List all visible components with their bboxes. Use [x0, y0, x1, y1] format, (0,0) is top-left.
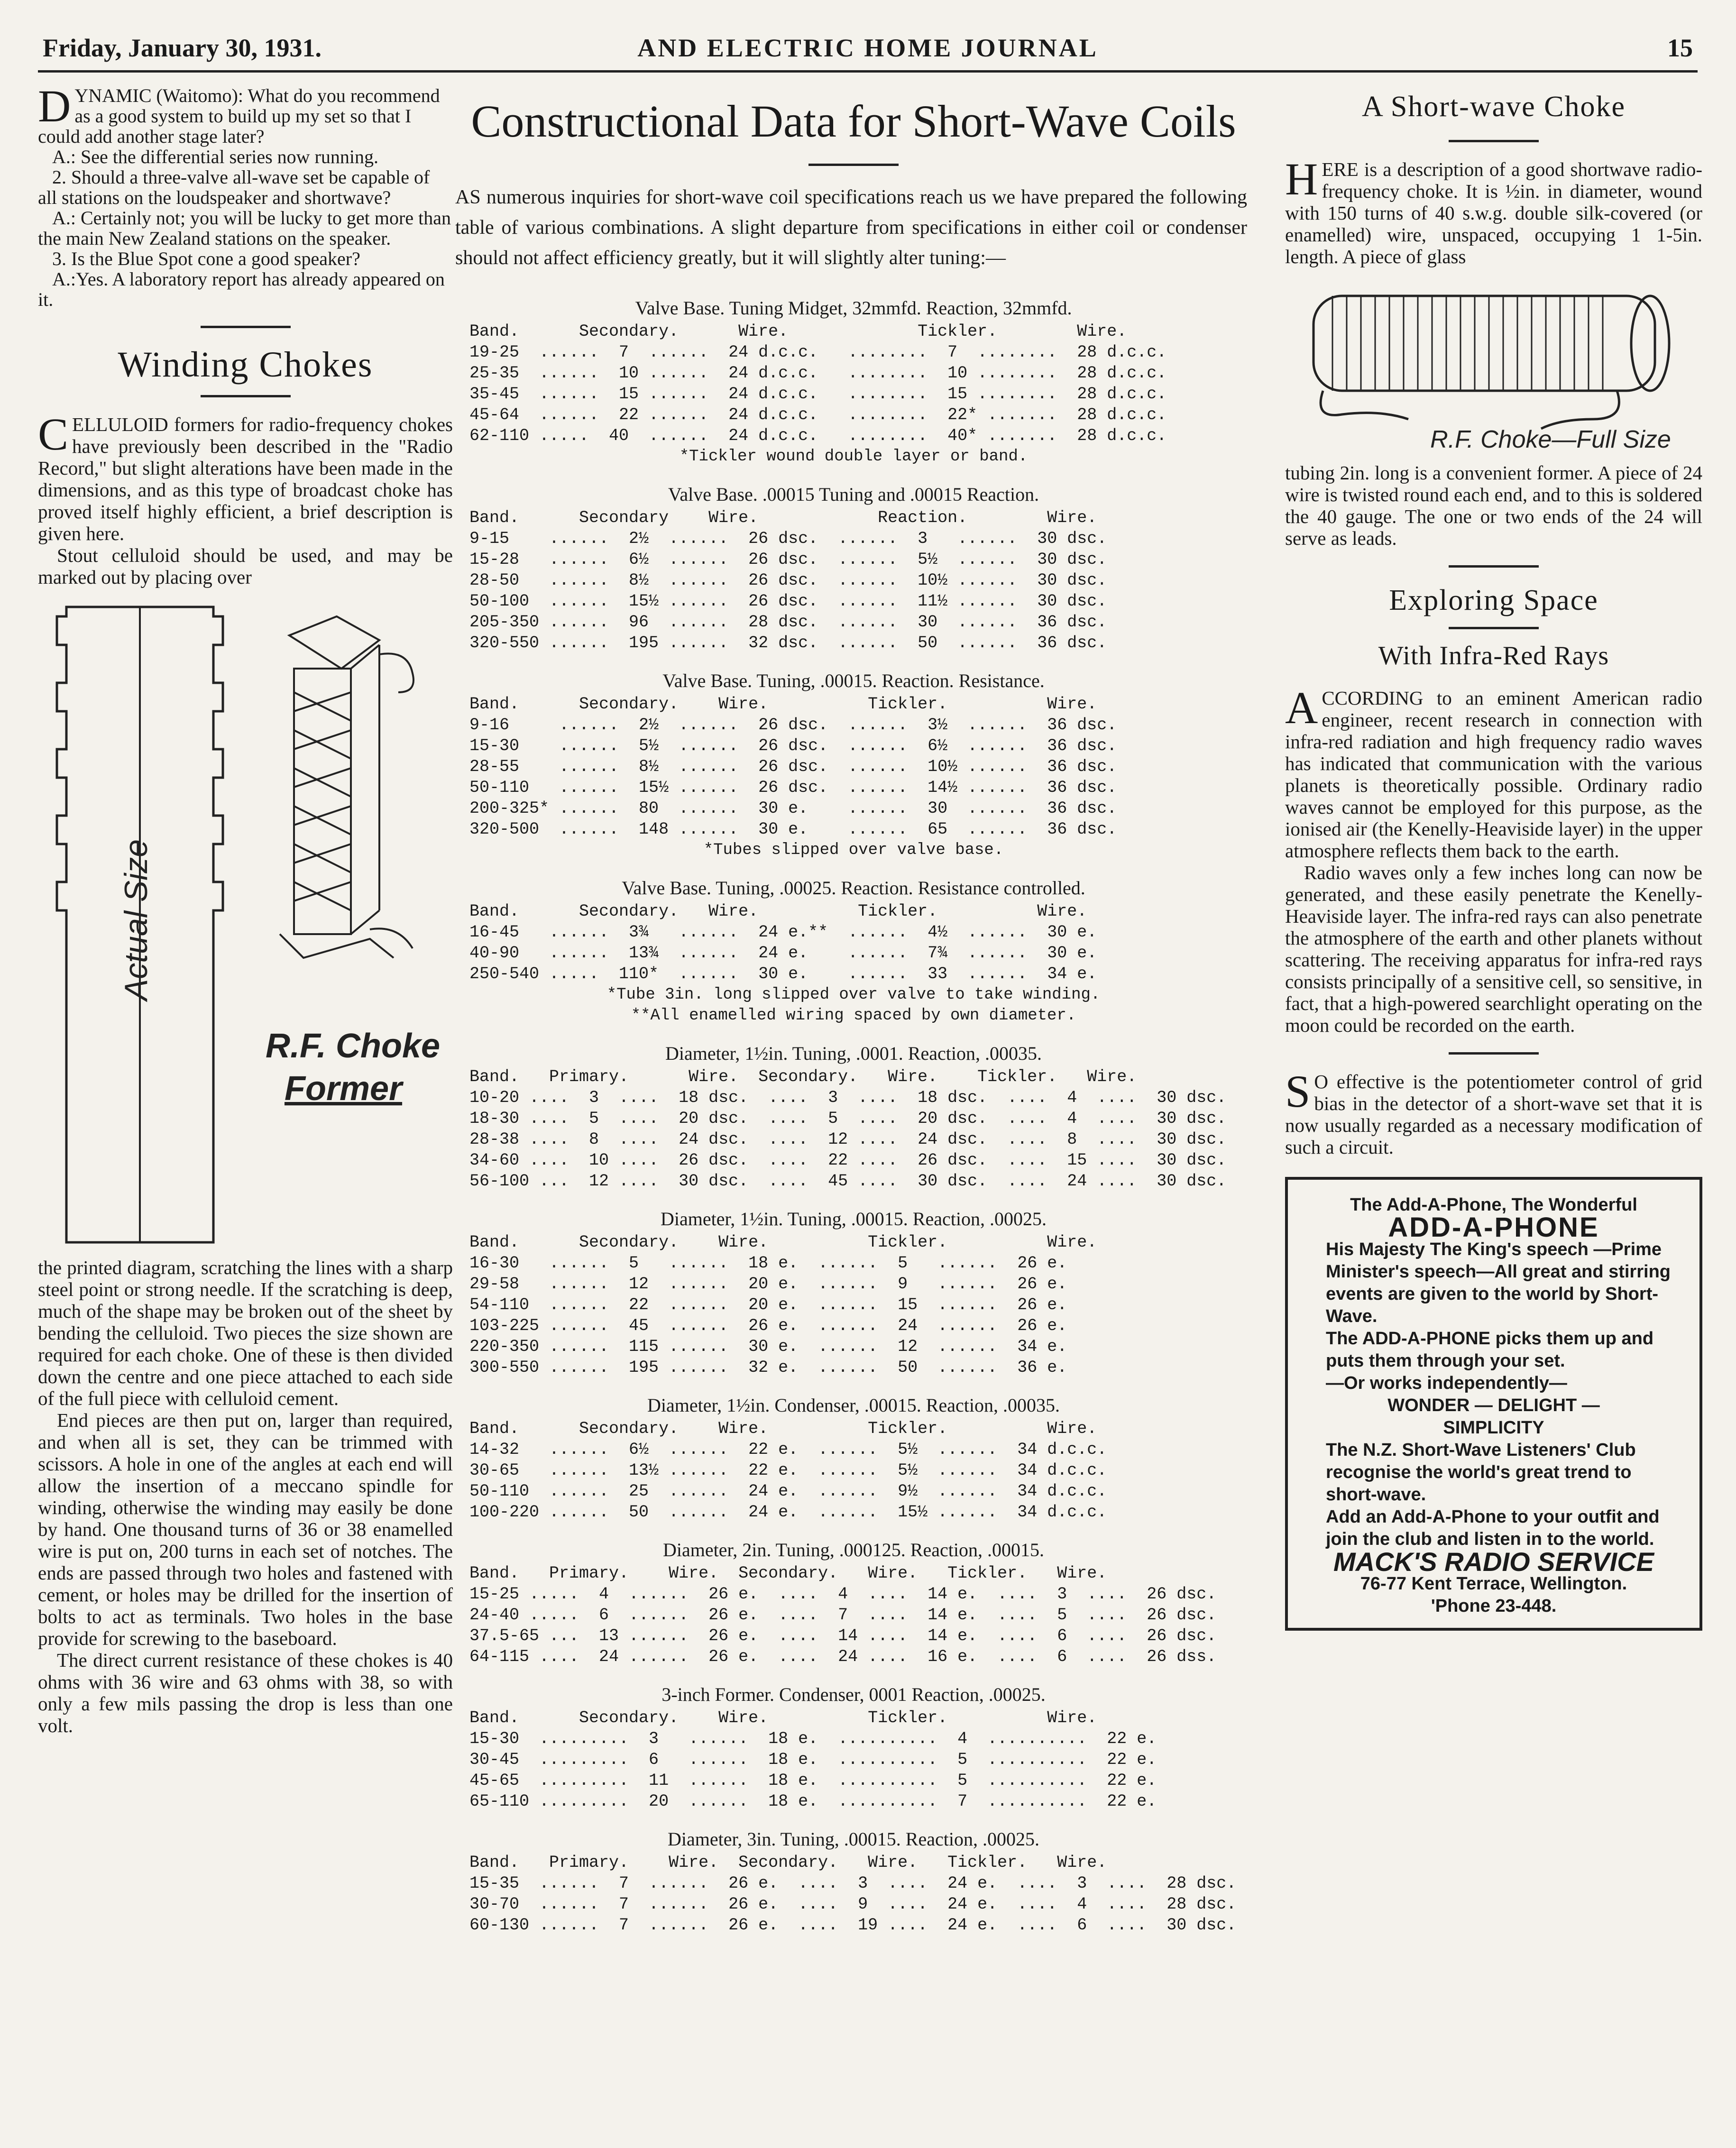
coil-table-row: 15-28 ...... 6½ ...... 26 dsc. ...... 5½ ...... 30 dsc. — [469, 550, 1107, 569]
header-rule — [38, 70, 1698, 73]
coil-table-row: 50-110 ...... 15½ ...... 26 dsc. ...... 14½ ...... 36 dsc. — [469, 778, 1117, 797]
coil-table-title: Valve Base. .00015 Tuning and .00015 Reaction. — [668, 484, 1039, 505]
coil-table-row: 56-100 ... 12 .... 30 dsc. .... 45 .... 30 dsc. .... 24 .... 30 dsc. — [469, 1172, 1227, 1191]
section-divider — [201, 326, 291, 328]
ad-slogan-2: SIMPLICITY — [1443, 1418, 1544, 1438]
coil-table-title: Diameter, 2in. Tuning, .000125. Reaction, .00015. — [663, 1539, 1044, 1561]
right-column — [1285, 85, 1702, 1631]
coil-table — [455, 877, 1252, 1026]
coil-table-row: 62-110 ..... 40 ...... 24 d.c.c. ........ 40* ....... 28 d.c.c. — [469, 426, 1167, 445]
ad-phone: 'Phone 23-448. — [1431, 1596, 1557, 1616]
exploring-space-heading: Exploring Space — [1389, 584, 1598, 616]
coil-table-header: Band. Secondary. Wire. Tickler. Wire. — [469, 695, 1097, 714]
space-para-2: Radio waves only a few inches long can now be generated, and these easily penetrate the Kenelly-Heaviside layer. The infra-red rays can also penetrate the atmosphere of the earth and other planets without scattering. The receiving apparatus for infra-red rays consists principally of a sensitive cell, so sensitive, in fact, that a high-powered searchlight operating on the moon could be recorded on the earth. — [1285, 862, 1702, 1036]
ad-dealer: MACK'S RADIO SERVICE — [1333, 1547, 1654, 1577]
coil-table — [455, 1539, 1252, 1667]
infra-red-subheading: With Infra-Red Rays — [1378, 641, 1609, 670]
left-column — [38, 81, 453, 1736]
issue-date: Friday, January 30, 1931. — [43, 34, 322, 62]
masthead — [43, 33, 1693, 71]
qa-question-1: DYNAMIC (Waitomo): What do you recommend as a good system to build up my set so that I could add another stage later? — [38, 81, 440, 147]
article-intro: AS numerous inquiries for short-wave coil specifications reach us we have prepared the following table of various combinations. A slight departure from specifications in either coil or condenser should not affect efficiency greatly, but it will slightly alter tuning:— — [455, 186, 1247, 269]
coil-table-row: 16-30 ...... 5 ...... 18 e. ...... 5 ...... 26 e. — [469, 1254, 1067, 1273]
ad-body-4: The N.Z. Short-Wave Listeners' Club recognise the world's great trend to short-wave. — [1326, 1440, 1636, 1505]
coil-table-row: 28-50 ...... 8½ ...... 26 dsc. ...... 10½ ...... 30 dsc. — [469, 571, 1107, 590]
choke-caption: R.F. Choke—Full Size — [1430, 426, 1671, 453]
former-diagram — [38, 597, 453, 1252]
coil-table-row: 100-220 ...... 50 ...... 24 e. ...... 15½ ...... 34 d.c.c. — [469, 1503, 1107, 1522]
coil-table-header: Band. Secondary. Wire. Tickler. Wire. — [469, 1708, 1097, 1727]
ad-tagline: The Add-A-Phone, The Wonderful — [1350, 1195, 1637, 1215]
ad-body-2: The ADD-A-PHONE picks them up and puts them through your set. — [1326, 1329, 1654, 1371]
coil-table-header: Band. Secondary. Wire. Tickler. Wire. — [469, 902, 1087, 921]
coil-table-header: Band. Secondary. Wire. Tickler. Wire. — [469, 322, 1127, 341]
coil-table-row: 64-115 .... 24 ...... 26 e. .... 24 .... 16 e. .... 6 .... 26 dss. — [469, 1647, 1217, 1666]
publication-title: AND ELECTRIC HOME JOURNAL — [637, 34, 1098, 62]
winding-chokes-heading: Winding Chokes — [118, 345, 373, 385]
coil-table — [455, 1042, 1252, 1192]
winding-para-2: Stout celluloid should be used, and may be marked out by placing over — [38, 544, 453, 588]
qa-section — [38, 81, 453, 310]
coil-table-row: 10-20 .... 3 .... 18 dsc. .... 3 .... 18 dsc. .... 4 .... 30 dsc. — [469, 1088, 1227, 1107]
coil-table-row: 25-35 ...... 10 ...... 24 d.c.c. ........ 10 ........ 28 d.c.c. — [469, 364, 1167, 383]
coil-table-row: 50-100 ...... 15½ ...... 26 dsc. ...... 11½ ...... 30 dsc. — [469, 592, 1107, 611]
coil-table-row: 65-110 ......... 20 ...... 18 e. .......... 7 .......... 22 e. — [469, 1792, 1157, 1811]
section-divider — [201, 395, 291, 397]
rf-choke-drawing — [1285, 277, 1702, 457]
coil-table-row: 220-350 ...... 115 ...... 30 e. ...... 12 ...... 34 e. — [469, 1337, 1067, 1356]
coil-table-row: 28-55 ...... 8½ ...... 26 dsc. ...... 10½ ...... 36 dsc. — [469, 757, 1117, 776]
coil-table-row: 19-25 ...... 7 ...... 24 d.c.c. ........ 7 ........ 28 d.c.c. — [469, 343, 1167, 362]
coil-table-row: 40-90 ...... 13¾ ...... 24 e. ...... 7¾ ...... 30 e. — [469, 944, 1097, 963]
coil-table-row: 15-35 ...... 7 ...... 26 e. .... 3 .... 24 e. .... 3 .... 28 dsc. — [469, 1874, 1237, 1893]
former-label: Former — [285, 1070, 403, 1108]
coil-table-row: 320-550 ...... 195 ...... 32 dsc. ...... 50 ...... 36 dsc. — [469, 633, 1107, 652]
coil-table — [455, 1394, 1252, 1523]
ad-brand: ADD-A-PHONE — [1388, 1212, 1599, 1243]
coil-table-row: 34-60 .... 10 .... 26 dsc. .... 22 .... 26 dsc. .... 15 .... 30 dsc. — [469, 1151, 1227, 1170]
coil-table-title: 3-inch Former. Condenser, 0001 Reaction, .00025. — [661, 1684, 1046, 1705]
coil-table-row: 30-65 ...... 13½ ...... 22 e. ...... 5½ ...... 34 d.c.c. — [469, 1461, 1107, 1480]
coil-table-row: 250-540 ..... 110* ...... 30 e. ...... 33 ...... 34 e. — [469, 964, 1097, 983]
choke-former-figure — [38, 597, 453, 1252]
choke-illustration — [1285, 277, 1702, 457]
coil-table-title: Diameter, 1½in. Tuning, .0001. Reaction, .00035. — [665, 1043, 1042, 1064]
coil-table-row: 24-40 ..... 6 ...... 26 e. .... 7 .... 14 e. .... 5 .... 26 dsc. — [469, 1606, 1217, 1625]
coil-table-row: 9-15 ...... 2½ ...... 26 dsc. ...... 3 ...... 30 dsc. — [469, 529, 1107, 548]
section-divider — [1449, 565, 1539, 568]
section-divider — [1449, 140, 1539, 142]
qa-answer-2: A.: Certainly not; you will be lucky to get more than the main New Zealand stations on the speaker. — [38, 207, 451, 249]
coil-table-note: *Tubes slipped over valve base. — [703, 841, 1004, 859]
coil-table-note: **All enamelled wiring spaced by own diameter. — [631, 1007, 1076, 1025]
coil-table-header: Band. Primary. Wire. Secondary. Wire. Tickler. Wire. — [469, 1564, 1107, 1583]
coil-table-row: 16-45 ...... 3¾ ...... 24 e.** ...... 4½ ...... 30 e. — [469, 923, 1097, 942]
coil-table-row: 29-58 ...... 12 ...... 20 e. ...... 9 ...... 26 e. — [469, 1275, 1067, 1294]
coil-table-row: 320-500 ...... 148 ...... 30 e. ...... 65 ...... 36 dsc. — [469, 820, 1117, 839]
coil-table-row: 15-25 ..... 4 ...... 26 e. .... 4 .... 14 e. .... 3 .... 26 dsc. — [469, 1585, 1217, 1604]
qa-answer-3: A.:Yes. A laboratory report has already appeared on it. — [38, 268, 445, 310]
coil-table — [455, 1828, 1252, 1936]
qa-answer-1: A.: See the differential series now running. — [52, 146, 378, 167]
coil-table-note: *Tube 3in. long slipped over valve to take winding. — [606, 986, 1101, 1004]
ad-slogan-1: WONDER — DELIGHT — — [1387, 1395, 1600, 1415]
ad-body-3: —Or works independently— — [1326, 1373, 1567, 1393]
coil-table-row: 15-30 ......... 3 ...... 18 e. .......... 4 .......... 22 e. — [469, 1729, 1157, 1748]
qa-question-2: 2. Should a three-valve all-wave set be capable of all stations on the loudspeaker and shortwave? — [38, 166, 430, 208]
coil-table-header: Band. Secondary. Wire. Tickler. Wire. — [469, 1419, 1097, 1438]
section-divider — [1449, 627, 1539, 629]
add-a-phone-advert — [1285, 1177, 1702, 1631]
ad-body-5: Add an Add-A-Phone to your outfit and join the club and listen in to the world. — [1326, 1507, 1660, 1549]
article-title: Constructional Data for Short-Wave Coils — [471, 96, 1236, 147]
coil-table-row: 54-110 ...... 22 ...... 20 e. ...... 15 ...... 26 e. — [469, 1295, 1067, 1314]
coil-table-row: 35-45 ...... 15 ...... 24 d.c.c. ........ 15 ........ 28 d.c.c. — [469, 385, 1167, 404]
coil-table-row: 50-110 ...... 25 ...... 24 e. ...... 9½ ...... 34 d.c.c. — [469, 1482, 1107, 1501]
coil-table-header: Band. Primary. Wire. Secondary. Wire. Tickler. Wire. — [469, 1853, 1107, 1872]
coil-table-title: Valve Base. Tuning, .00015. Reaction. Resistance. — [662, 670, 1045, 691]
coil-table — [455, 1683, 1252, 1812]
coil-table-title: Diameter, 1½in. Condenser, .00015. Reaction, .00035. — [647, 1395, 1060, 1416]
space-para-1: ACCORDING to an eminent American radio engineer, recent research in connection with infra-red radiation and high frequency radio waves has indicated that communication with the various planets is theoretically possible. Ordinary radio waves cannot be employed for this purpose, as the ionised air (the Kenelly-Heaviside layer) in the upper atmosphere reflects them back to the earth. — [1285, 682, 1702, 862]
coil-table — [455, 670, 1252, 861]
coil-table — [455, 483, 1252, 653]
coil-table-row: 15-30 ...... 5½ ...... 26 dsc. ...... 6½ ...... 36 dsc. — [469, 736, 1117, 755]
coil-table-title: Valve Base. Tuning Midget, 32mmfd. Reaction, 32mmfd. — [635, 297, 1072, 319]
choke-para-1: HERE is a description of a good shortwave radio-frequency choke. It is ½in. in diameter, wound with 150 turns of 40 s.w.g. double silk-covered (or enamelled) wire, unspaced, occupying 1 1-5in. length. A piece of glass — [1285, 154, 1702, 267]
method-para-2: End pieces are then put on, larger than required, and when all is set, they can be trimmed with scissors. A hole in one of the angles at each end will allow the insertion of a meccano spindle for winding, otherwise the winding may easily be done by hand. One thousand turns of 36 or 38 enamelled wire is put on, 200 turns in each set of notches. The ends are passed through two holes and fastened with cement, or holes may be drilled for the insertion of bolts to act as terminals. Two holes in the base provide for screwing to the baseboard. — [38, 1409, 453, 1649]
coil-table-row: 14-32 ...... 6½ ...... 22 e. ...... 5½ ...... 34 d.c.c. — [469, 1440, 1107, 1459]
section-divider — [808, 164, 899, 166]
coil-table-row: 45-64 ...... 22 ...... 24 d.c.c. ........ 22* ....... 28 d.c.c. — [469, 405, 1167, 424]
coil-table-row: 200-325* ...... 80 ...... 30 e. ...... 30 ...... 36 dsc. — [469, 799, 1117, 818]
choke-heading: A Short-wave Choke — [1361, 91, 1626, 123]
coil-table-title: Diameter, 1½in. Tuning, .00015. Reaction, .00025. — [661, 1208, 1047, 1230]
center-column — [455, 85, 1252, 1952]
page-number: 15 — [1667, 34, 1693, 62]
coil-table — [455, 297, 1252, 467]
coil-tables — [455, 297, 1252, 1936]
choke-para-2: tubing 2in. long is a convenient former. A piece of 24 wire is twisted round each end, and to this is soldered the 40 gauge. The one or two ends of the 24 will serve as leads. — [1285, 462, 1702, 549]
section-divider — [1449, 1052, 1539, 1055]
coil-table — [455, 1208, 1252, 1378]
coil-table-row: 30-45 ......... 6 ...... 18 e. .......... 5 .......... 22 e. — [469, 1750, 1157, 1769]
coil-table-header: Band. Secondary. Wire. Tickler. Wire. — [469, 1233, 1097, 1252]
coil-table-row: 28-38 .... 8 .... 24 dsc. .... 12 .... 24 dsc. .... 8 .... 30 dsc. — [469, 1130, 1227, 1149]
grid-bias-para: SO effective is the potentiometer control of grid bias in the detector of a short-wave set that it is now usually regarded as a necessary modification of such a circuit. — [1285, 1066, 1702, 1158]
actual-size-label: Actual Size — [118, 839, 154, 1001]
coil-table-row: 300-550 ...... 195 ...... 32 e. ...... 50 ...... 36 e. — [469, 1358, 1067, 1377]
coil-table-row: 30-70 ...... 7 ...... 26 e. .... 9 .... 24 e. .... 4 .... 28 dsc. — [469, 1895, 1237, 1914]
ad-address: 76-77 Kent Terrace, Wellington. — [1360, 1574, 1627, 1594]
coil-table-note: *Tickler wound double layer or band. — [679, 448, 1028, 466]
winding-para-1: CELLULOID formers for radio-frequency chokes have previously been described in the "Radio Record," but slight alterations have been made in the dimensions, and as this type of broadcast choke has proved itself highly efficient, a brief description is given here. — [38, 409, 453, 544]
coil-table-header: Band. Secondary Wire. Reaction. Wire. — [469, 508, 1097, 527]
coil-table-row: 45-65 ......... 11 ...... 18 e. .......... 5 .......... 22 e. — [469, 1771, 1157, 1790]
coil-table-row: 205-350 ...... 96 ...... 28 dsc. ...... 30 ...... 36 dsc. — [469, 613, 1107, 632]
coil-table-row: 60-130 ...... 7 ...... 26 e. .... 19 .... 24 e. .... 6 .... 30 dsc. — [469, 1916, 1237, 1935]
coil-table-header: Band. Primary. Wire. Secondary. Wire. Tickler. Wire. — [469, 1067, 1137, 1086]
coil-table-row: 103-225 ...... 45 ...... 26 e. ...... 24 ...... 26 e. — [469, 1316, 1067, 1335]
ad-body-1: His Majesty The King's speech —Prime Minister's speech—All great and stirring events are given to the world by Short-Wave. — [1326, 1239, 1671, 1326]
method-para-1: the printed diagram, scratching the lines with a sharp steel point or strong needle. If the scratching is deep, much of the shape may be broken out of the sheet by bending the celluloid. Two pieces the size shown are required for each choke. One of these is then divided down the centre and one piece attached to each side of the full piece with celluloid cement. — [38, 1257, 453, 1409]
coil-table-title: Diameter, 3in. Tuning, .00015. Reaction, .00025. — [668, 1828, 1039, 1850]
qa-question-3: 3. Is the Blue Spot cone a good speaker? — [52, 248, 360, 269]
coil-table-title: Valve Base. Tuning, .00025. Reaction. Resistance controlled. — [622, 877, 1085, 899]
coil-table-row: 18-30 .... 5 .... 20 dsc. .... 5 .... 20 dsc. .... 4 .... 30 dsc. — [469, 1109, 1227, 1128]
coil-table-row: 9-16 ...... 2½ ...... 26 dsc. ...... 3½ ...... 36 dsc. — [469, 716, 1117, 734]
coil-table-row: 37.5-65 ... 13 ...... 26 e. .... 14 .... 14 e. .... 6 .... 26 dsc. — [469, 1626, 1217, 1645]
rf-choke-label: R.F. Choke — [266, 1027, 441, 1065]
method-para-3: The direct current resistance of these chokes is 40 ohms with 36 wire and 63 ohms with 38, so with only a few mils passing the drop is less than one volt. — [38, 1649, 453, 1736]
